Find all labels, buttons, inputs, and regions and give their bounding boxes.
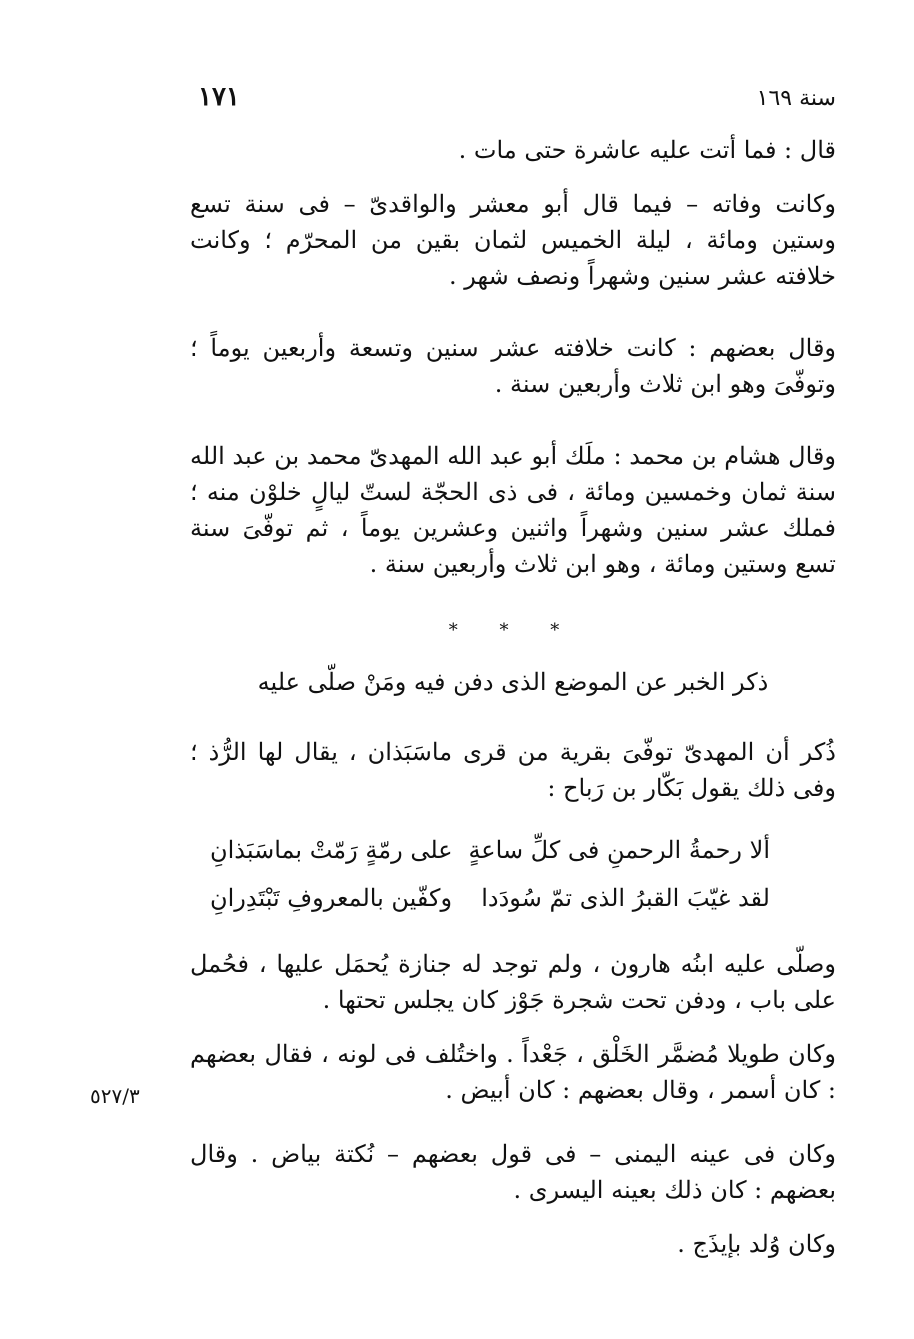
verse-2-second-hemistich: وكفّين بالمعروفِ تَبْتَدِرانِ: [210, 884, 453, 912]
page-header: [190, 82, 836, 118]
paragraph-2: وكانت وفاته – فيما قال أبو معشر والواقدىّ – فى سنة تسع وستين ومائة ، ليلة الخميس لثمان بقين من المحرّم ؛ وكانت خلافته عشر سنين وشهراً ونصف شهر .: [190, 190, 836, 290]
paragraph-3: وقال بعضهم : كانت خلافته عشر سنين وتسعة وأربعين يوماً ؛ وتوفّىَ وهو ابن ثلاث وأربعين سنة .: [190, 334, 837, 398]
section-title: ذكر الخبر عن الموضع الذى دفن فيه ومَنْ صلّى عليه: [257, 668, 769, 696]
paragraph-eye: وكان فى عينه اليمنى – فى قول بعضهم – نُكتة بياض . وقال بعضهم : كان ذلك بعينه اليسرى .: [190, 1140, 836, 1204]
verse-1-first-hemistich: ألا رحمةُ الرحمنِ فى كلِّ ساعةٍ: [468, 836, 770, 864]
verse-2-first-hemistich: لقد غيّبَ القبرُ الذى تمّ سُودَدا: [481, 884, 770, 912]
paragraph-burial: وصلّى عليه ابنُه هارون ، ولم توجد له جنازة يُحمَل عليها ، فحُمل على باب ، ودفن تحت شجرة جَوْز كان يجلس تحتها .: [190, 950, 836, 1014]
paragraph-birthplace: وكان وُلد بإيذَج .: [677, 1230, 836, 1258]
running-head-year: سنة ١٦٩: [756, 86, 836, 111]
section-separator: * * *: [448, 620, 578, 641]
page-number: ١٧١: [198, 82, 240, 112]
verse-1-second-hemistich: على رمّةٍ رَمّتْ بماسَبَذانِ: [210, 836, 453, 864]
paragraph-1: قال : فما أتت عليه عاشرة حتى مات .: [458, 136, 836, 164]
intro-paragraph: ذُكر أن المهدىّ توفّىَ بقرية من قرى ماسَبَذان ، يقال لها الرُّذ ؛ وفى ذلك يقول بَكّار بن رَباح :: [190, 738, 836, 802]
paragraph-4: وقال هشام بن محمد : ملَك أبو عبد الله المهدىّ محمد بن عبد الله سنة ثمان وخمسين ومائة ، فى ذى الحجّة لستّ ليالٍ خلوْن منه ؛ فملك عشر سنين وشهراً واثنين وعشرين يوماً ، ثم توفّىَ سنة تسع وستين ومائة ، وهو ابن ثلاث وأربعين سنة .: [190, 442, 836, 578]
paragraph-appearance: وكان طويلا مُضمَّر الخَلْق ، جَعْداً . واختُلف فى لونه ، فقال بعضهم : كان أسمر ، وقال بعضهم : كان أبيض .: [190, 1040, 836, 1104]
verse-line-2: [210, 880, 770, 916]
margin-reference: ٥٢٧/٣: [90, 1084, 140, 1108]
verse-line-1: [210, 832, 770, 868]
